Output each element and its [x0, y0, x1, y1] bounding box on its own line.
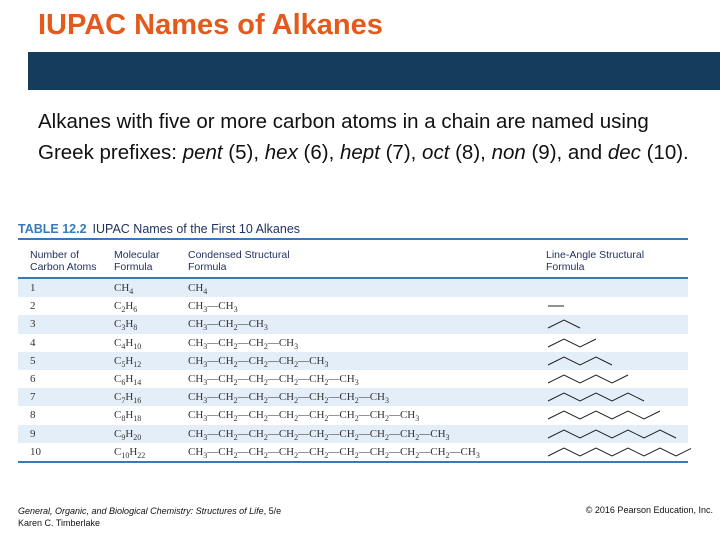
- carbon-count-cell: 8: [30, 409, 36, 422]
- carbon-count-cell: 9: [30, 427, 36, 440]
- table-body: [18, 279, 688, 461]
- prefix-oct: oct: [422, 141, 450, 164]
- carbon-count-cell: 7: [30, 391, 36, 404]
- slide-title: IUPAC Names of Alkanes: [38, 9, 383, 41]
- carbon-count-cell: 2: [30, 300, 36, 313]
- carbon-skeleton: [548, 320, 580, 328]
- prefix-hept: hept: [339, 141, 380, 164]
- table-row: [18, 443, 688, 461]
- carbon-skeleton: [548, 430, 676, 438]
- carbon-skeleton: [548, 375, 628, 383]
- header-line-angle-formula: [546, 249, 644, 273]
- footer-citation: [18, 505, 281, 529]
- intro-text: Alkanes with five or more carbon atoms in a chain are named using Greek prefixes:: [38, 110, 649, 164]
- header-line: Formula: [114, 261, 153, 273]
- carbon-count-cell: 4: [30, 336, 36, 349]
- molecular-formula-cell: $C_2H_6$: [114, 300, 138, 315]
- condensed-formula-cell: $CH_3—CH_2—CH_2—CH_2—CH_2—CH_3$: [188, 372, 359, 388]
- footer-edition: , 5/e: [263, 506, 282, 516]
- table-row: [18, 406, 688, 424]
- line-angle-formula: [546, 428, 691, 441]
- header-line: Formula: [188, 261, 227, 273]
- line-angle-formula: [546, 446, 691, 459]
- molecular-formula-cell: $C_5H_{12}$: [114, 354, 142, 369]
- intro-text: (5),: [222, 141, 265, 164]
- intro-text: (7),: [379, 141, 423, 164]
- alkane-table: [18, 238, 688, 463]
- carbon-count-cell: 5: [30, 354, 36, 367]
- condensed-formula-cell: $CH_3—CH_2—CH_2—CH_2—CH_2—CH_2—CH_2—CH_3$: [188, 409, 420, 424]
- header-line: Carbon Atoms: [30, 261, 97, 273]
- carbon-skeleton: [548, 393, 644, 401]
- table-row: [18, 370, 688, 388]
- carbon-count-cell: 1: [30, 282, 36, 294]
- molecular-formula-cell: $C_6H_{14}$: [114, 372, 142, 388]
- condensed-formula-cell: $CH_3—CH_2—CH_2—CH_2—CH_3$: [188, 354, 329, 369]
- table-row: [18, 315, 688, 333]
- condensed-formula-cell: $CH_3—CH_2—CH_3$: [188, 318, 268, 333]
- condensed-formula-cell: $CH_3—CH_2—CH_2—CH_2—CH_2—CH_2—CH_2—CH_2—CH_2—CH_3$: [188, 445, 480, 460]
- line-angle-formula: [546, 318, 691, 331]
- carbon-skeleton: [548, 357, 612, 365]
- table-number: TABLE 12.2: [18, 222, 87, 236]
- prefix-hex: hex: [264, 141, 298, 164]
- header-line: Formula: [546, 261, 585, 273]
- carbon-skeleton: [548, 339, 596, 347]
- carbon-skeleton: [548, 411, 660, 419]
- intro-text: (9), and: [525, 141, 608, 164]
- table-row: [18, 352, 688, 370]
- prefix-dec: dec: [607, 141, 641, 164]
- molecular-formula-cell: $C_7H_{16}$: [114, 391, 142, 406]
- table-row: [18, 388, 688, 406]
- table-row: [18, 334, 688, 352]
- carbon-count-cell: 10: [30, 445, 41, 458]
- header-line: Number of: [30, 249, 80, 261]
- footer-book-title: General, Organic, and Biological Chemistry: Structures of Life: [18, 506, 264, 516]
- line-angle-formula: [546, 300, 691, 313]
- header-molecular-formula: [114, 249, 160, 273]
- condensed-formula-cell: $CH_3—CH_2—CH_2—CH_2—CH_2—CH_2—CH_2—CH_2—CH_3$: [188, 427, 450, 442]
- line-angle-formula: [546, 409, 691, 422]
- table-row: [18, 279, 688, 297]
- molecular-formula-cell: $C_3H_8$: [114, 318, 138, 333]
- molecular-formula-cell: $C_9H_{20}$: [114, 427, 142, 442]
- footer-copyright: © 2016 Pearson Education, Inc.: [585, 505, 713, 515]
- line-angle-formula: [546, 373, 691, 386]
- line-angle-formula: [546, 337, 691, 350]
- header-line: Condensed Structural: [188, 249, 290, 261]
- condensed-formula-cell: $CH_3—CH_2—CH_2—CH_2—CH_2—CH_2—CH_3$: [188, 391, 389, 406]
- molecular-formula-cell: $C_4H_{10}$: [114, 336, 142, 351]
- molecular-formula-cell: $C_{10}H_{22}$: [114, 445, 146, 460]
- header-line: Line-Angle Structural: [546, 249, 645, 261]
- table-row: [18, 425, 688, 443]
- table-header: [18, 240, 688, 279]
- intro-text: (8),: [449, 141, 492, 164]
- table-caption-text: IUPAC Names of the First 10 Alkanes: [92, 222, 301, 236]
- header-condensed-formula: [188, 249, 290, 273]
- carbon-count-cell: 6: [30, 372, 36, 385]
- footer-author: Karen C. Timberlake: [18, 518, 101, 528]
- line-angle-formula: [546, 355, 691, 368]
- intro-paragraph: [38, 106, 708, 168]
- header-carbon-atoms: [30, 249, 97, 273]
- carbon-count-cell: 3: [30, 318, 36, 331]
- condensed-formula-cell: $CH_4$: [188, 282, 208, 297]
- intro-text: (6),: [297, 141, 340, 164]
- table-row: [18, 297, 688, 315]
- header-line: Molecular: [114, 249, 160, 261]
- condensed-formula-cell: $CH_3—CH_3$: [188, 300, 238, 315]
- condensed-formula-cell: $CH_3—CH_2—CH_2—CH_3$: [188, 336, 299, 351]
- line-angle-formula: [546, 282, 691, 295]
- prefix-pent: pent: [182, 141, 223, 164]
- intro-text: (10).: [640, 141, 689, 164]
- molecular-formula-cell: $CH_4$: [114, 282, 134, 297]
- table-caption: [18, 222, 300, 236]
- carbon-skeleton: [548, 448, 691, 456]
- title-bar: [28, 52, 720, 90]
- prefix-non: non: [491, 141, 526, 164]
- molecular-formula-cell: $C_8H_{18}$: [114, 409, 142, 424]
- line-angle-formula: [546, 391, 691, 404]
